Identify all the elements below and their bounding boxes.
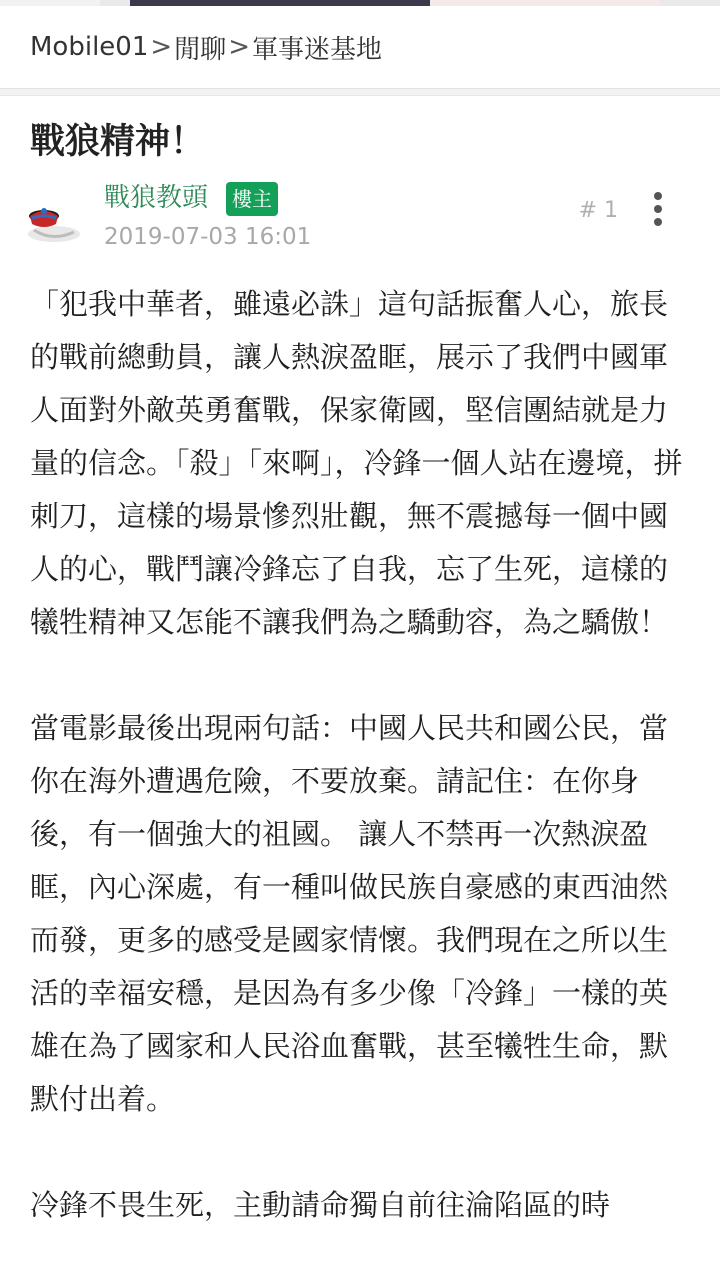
post-date: 2019-07-03 16:01: [104, 224, 312, 250]
post-paragraph: 當電影最後出現兩句話：中國人民共和國公民，當你在海外遭遇危險，不要放棄。請記住：在你身後，有一個強大的祖國。 讓人不禁再一次熱淚盈眶，內心深處，有一種叫做民族自豪感的東西油然而發，更多的感受是國家情懷。我們現在之所以生活的幸福安穩，是因為有多少像「冷鋒」一樣的英雄在為了國家和人民浴血奮戰，甚至犧牲生命，默默付出着。: [30, 711, 669, 1116]
post: [0, 118, 720, 1232]
divider: [0, 89, 720, 96]
post-author-row: [30, 180, 690, 272]
vertical-ellipsis-icon[interactable]: [646, 190, 670, 230]
breadcrumb-item-military[interactable]: 軍事迷基地: [251, 34, 382, 65]
post-title: 戰狼精神！: [30, 122, 206, 162]
paragraph-gap: [30, 649, 690, 702]
breadcrumb: [0, 6, 720, 89]
user-avatar[interactable]: [22, 194, 82, 246]
breadcrumb-separator: >: [228, 32, 250, 62]
paragraph-gap: [30, 1126, 690, 1179]
top-banner-strip: [0, 0, 720, 6]
breadcrumb-item-chat[interactable]: 閒聊: [174, 34, 227, 65]
post-paragraph: 冷鋒不畏生死，主動請命獨自前往淪陷區的時: [30, 1188, 611, 1222]
op-badge: 樓主: [226, 182, 278, 216]
floor-number[interactable]: # 1: [578, 198, 618, 223]
author-name[interactable]: 戰狼教頭: [104, 183, 209, 213]
breadcrumb-separator: >: [150, 32, 173, 62]
post-paragraph: 「犯我中華者，雖遠必誅」這句話振奮人心，旅長的戰前總動員，讓人熱淚盈眶，展示了我們中國軍人面對外敵英勇奮戰，保家衛國，堅信團結就是力量的信念。「殺」「來啊」，冷鋒一個人站在邊境，拼刺刀，這樣的場景慘烈壯觀，無不震撼每一個中國人的心，戰鬥讓冷鋒忘了自我，忘了生死，這樣的犧牲精神又怎能不讓我們為之驕動容，為之驕傲！: [30, 287, 683, 639]
post-content: [30, 278, 690, 1232]
breadcrumb-item-mobile01[interactable]: Mobile01: [30, 32, 149, 62]
